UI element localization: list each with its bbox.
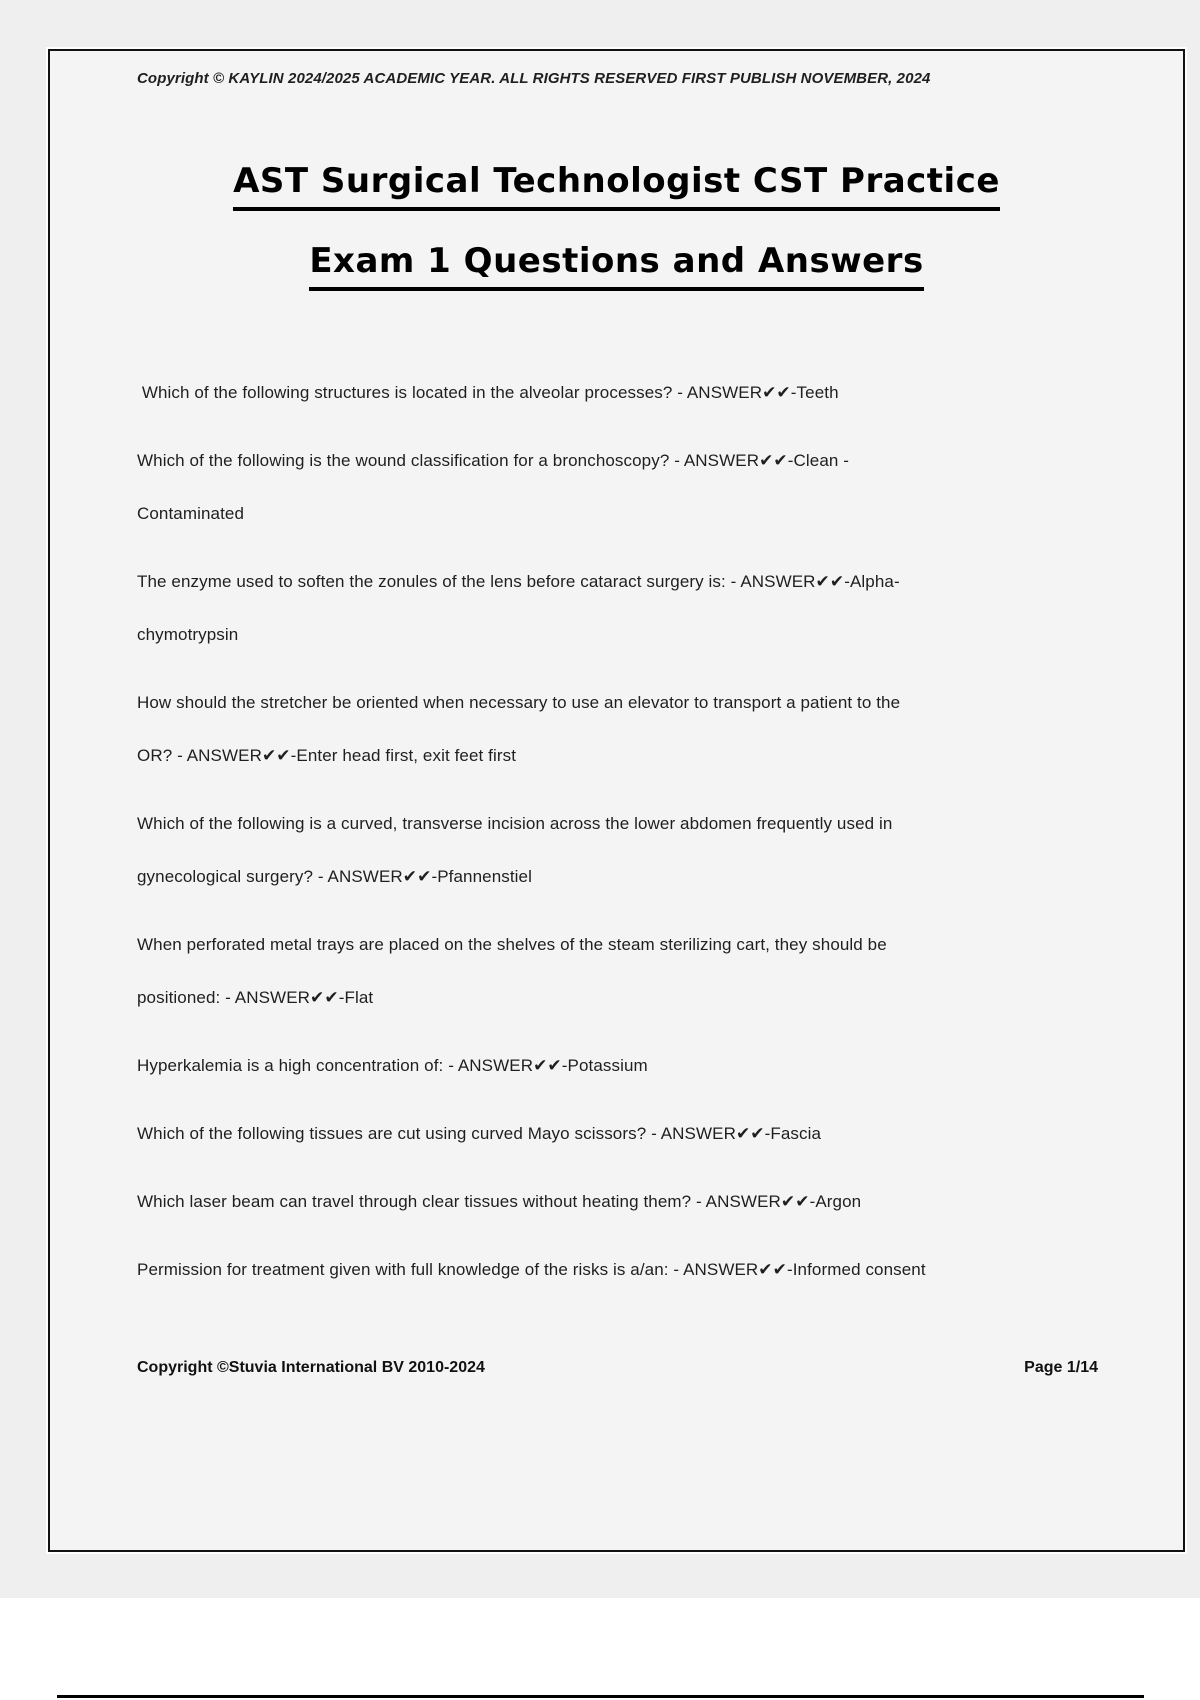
document-title-text-1: AST Surgical Technologist CST Practice [233, 161, 1000, 211]
question-line: Hyperkalemia is a high concentration of: - ANSWER✔✔-Potassium [137, 1056, 648, 1075]
page-footer [137, 1357, 1098, 1379]
document-title [137, 161, 1096, 291]
document-title-line-2 [137, 241, 1096, 291]
question-block [137, 797, 1096, 903]
question-line: Which of the following structures is located in the alveolar processes? - ANSWER✔✔-Teeth [137, 383, 839, 402]
question-line: How should the stretcher be oriented when necessary to use an elevator to transport a patient to the [137, 693, 901, 712]
footer-page-number: Page 1/14 [1024, 1359, 1098, 1376]
question-block [137, 434, 1096, 540]
question-block [137, 918, 1096, 1024]
document-title-text-2: Exam 1 Questions and Answers [309, 241, 923, 291]
question-block [137, 1039, 1096, 1092]
question-line: gynecological surgery? - ANSWER✔✔-Pfannenstiel [137, 867, 532, 886]
next-page-top-border [57, 1695, 1144, 1698]
question-block [137, 1107, 1096, 1160]
questions [137, 366, 1096, 1296]
question-line: Permission for treatment given with full knowledge of the risks is a/an: - ANSWER✔✔-Informed consent [137, 1260, 926, 1279]
question-line: OR? - ANSWER✔✔-Enter head first, exit feet first [137, 746, 517, 765]
question-line: The enzyme used to soften the zonules of the lens before cataract surgery is: - ANSWER✔✔-Alpha- [137, 572, 900, 591]
question-block [137, 366, 1096, 419]
question-line: Which of the following is a curved, transverse incision across the lower abdomen frequently used in [137, 814, 893, 833]
footer-copyright: Copyright ©Stuvia International BV 2010-2024 [137, 1359, 485, 1376]
question-line: chymotrypsin [137, 625, 239, 644]
question-line: Which laser beam can travel through clear tissues without heating them? - ANSWER✔✔-Argon [137, 1192, 862, 1211]
question-block [137, 1175, 1096, 1228]
document-title-line-1 [137, 161, 1096, 211]
question-block [137, 555, 1096, 661]
question-line: Which of the following tissues are cut using curved Mayo scissors? - ANSWER✔✔-Fascia [137, 1124, 822, 1143]
question-line: When perforated metal trays are placed on the shelves of the steam sterilizing cart, they should be [137, 935, 887, 954]
question-line: positioned: - ANSWER✔✔-Flat [137, 988, 374, 1007]
question-block [137, 676, 1096, 782]
question-block [137, 1243, 1096, 1296]
document-page-1 [48, 49, 1185, 1552]
question-line: Which of the following is the wound classification for a bronchoscopy? - ANSWER✔✔-Clean - [137, 451, 850, 470]
question-line: Contaminated [137, 504, 245, 523]
page-header-copyright: Copyright © KAYLIN 2024/2025 ACADEMIC YEAR. ALL RIGHTS RESERVED FIRST PUBLISH NOVEMBER, 2024 [137, 70, 931, 87]
